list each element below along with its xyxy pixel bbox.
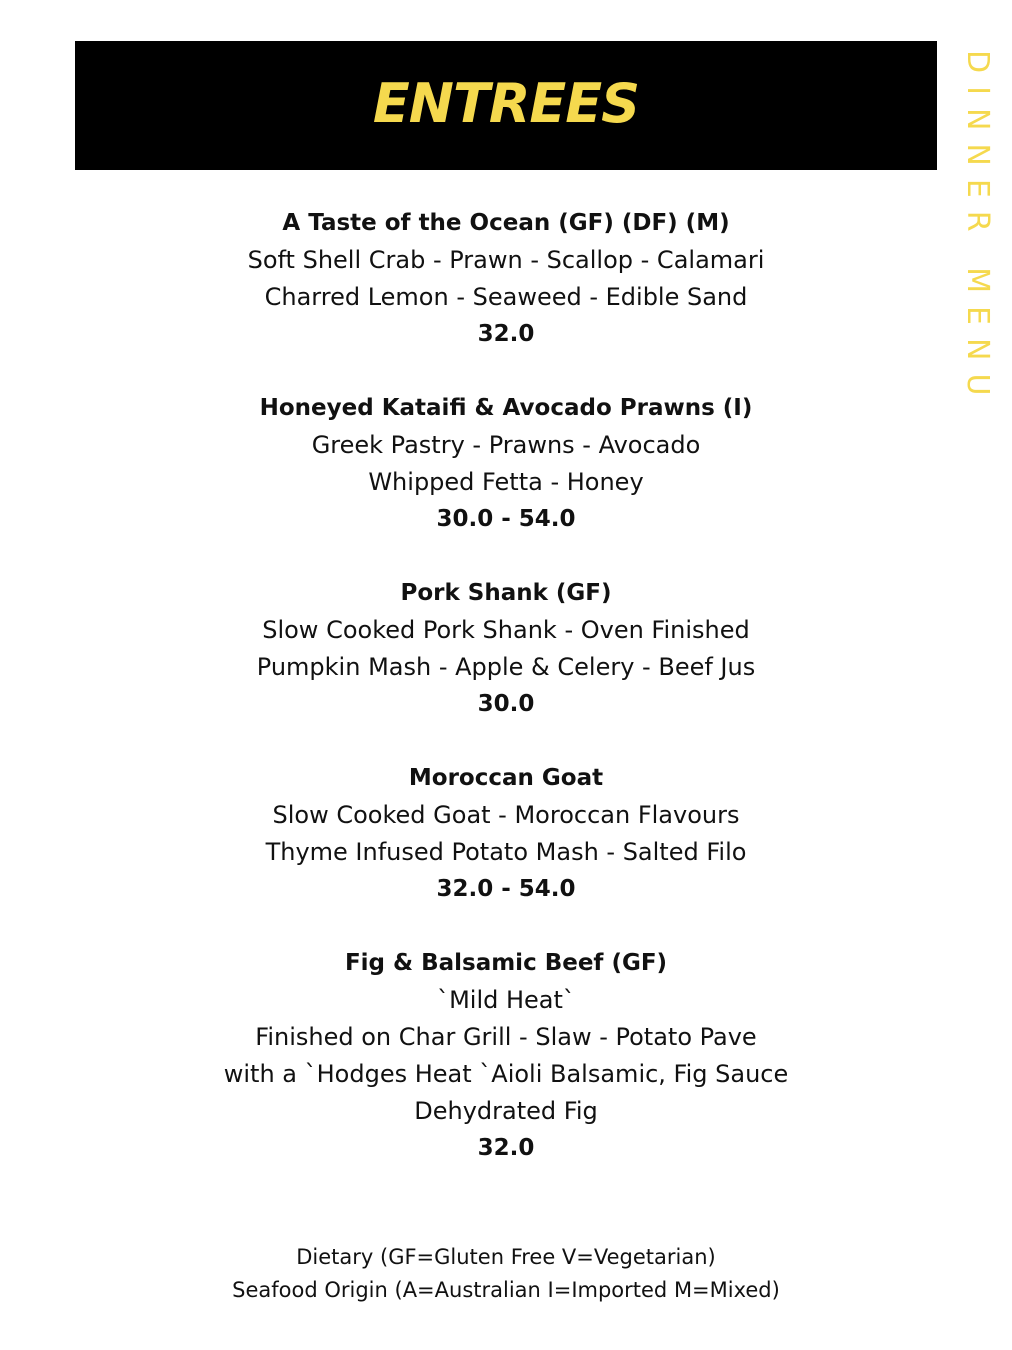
menu-item-taste-of-the-ocean [0, 205, 1012, 390]
menu-item-description: Slow Cooked Pork Shank - Oven Finished [262, 616, 750, 644]
menu-item-description: Finished on Char Grill - Slaw - Potato Pave [255, 1023, 757, 1051]
menu-item-description: Pumpkin Mash - Apple & Celery - Beef Jus [256, 653, 756, 681]
menu-item-description: Dehydrated Fig [414, 1097, 598, 1125]
menu-item-name: Pork Shank (GF) [400, 580, 612, 606]
menu-item-description: Greek Pastry - Prawns - Avocado [311, 431, 701, 459]
menu-item-description: with a `Hodges Heat `Aioli Balsamic, Fig Sauce [223, 1060, 789, 1088]
menu-item-price: 30.0 [477, 691, 535, 717]
menu-item-heat-level: `Mild Heat` [437, 986, 575, 1014]
dietary-legend-line: Dietary (GF=Gluten Free V=Vegetarian) [296, 1245, 716, 1269]
menu-item-description: Charred Lemon - Seaweed - Edible Sand [264, 283, 748, 311]
menu-item-price: 30.0 - 54.0 [436, 506, 576, 532]
page-title: ENTREES [372, 71, 640, 135]
menu-item-price: 32.0 - 54.0 [436, 876, 576, 902]
menu-item-moroccan-goat [0, 760, 1012, 945]
menu-item-honeyed-kataifi [0, 390, 1012, 575]
menu-item-fig-balsamic-beef [0, 945, 1012, 1161]
menu-item-name: A Taste of the Ocean (GF) (DF) (M) [282, 210, 730, 236]
menu-item-name: Fig & Balsamic Beef (GF) [344, 950, 668, 976]
menu-item-price: 32.0 [477, 1135, 535, 1161]
menu-item-description: Soft Shell Crab - Prawn - Scallop - Calamari [247, 246, 765, 274]
side-label: DINNER MENU [960, 50, 995, 409]
seafood-origin-legend-line: Seafood Origin (A=Australian I=Imported M=Mixed) [232, 1278, 780, 1302]
title-banner [75, 41, 937, 170]
menu-item-description: Thyme Infused Potato Mash - Salted Filo [265, 838, 747, 866]
menu-item-pork-shank [0, 575, 1012, 760]
dietary-legend [0, 1241, 1012, 1307]
menu-list [0, 205, 1012, 1161]
menu-item-name: Honeyed Kataifi & Avocado Prawns (I) [259, 395, 753, 421]
menu-item-description: Whipped Fetta - Honey [368, 468, 644, 496]
menu-item-name: Moroccan Goat [408, 765, 604, 791]
menu-item-price: 32.0 [477, 321, 535, 347]
menu-item-description: Slow Cooked Goat - Moroccan Flavours [272, 801, 740, 829]
